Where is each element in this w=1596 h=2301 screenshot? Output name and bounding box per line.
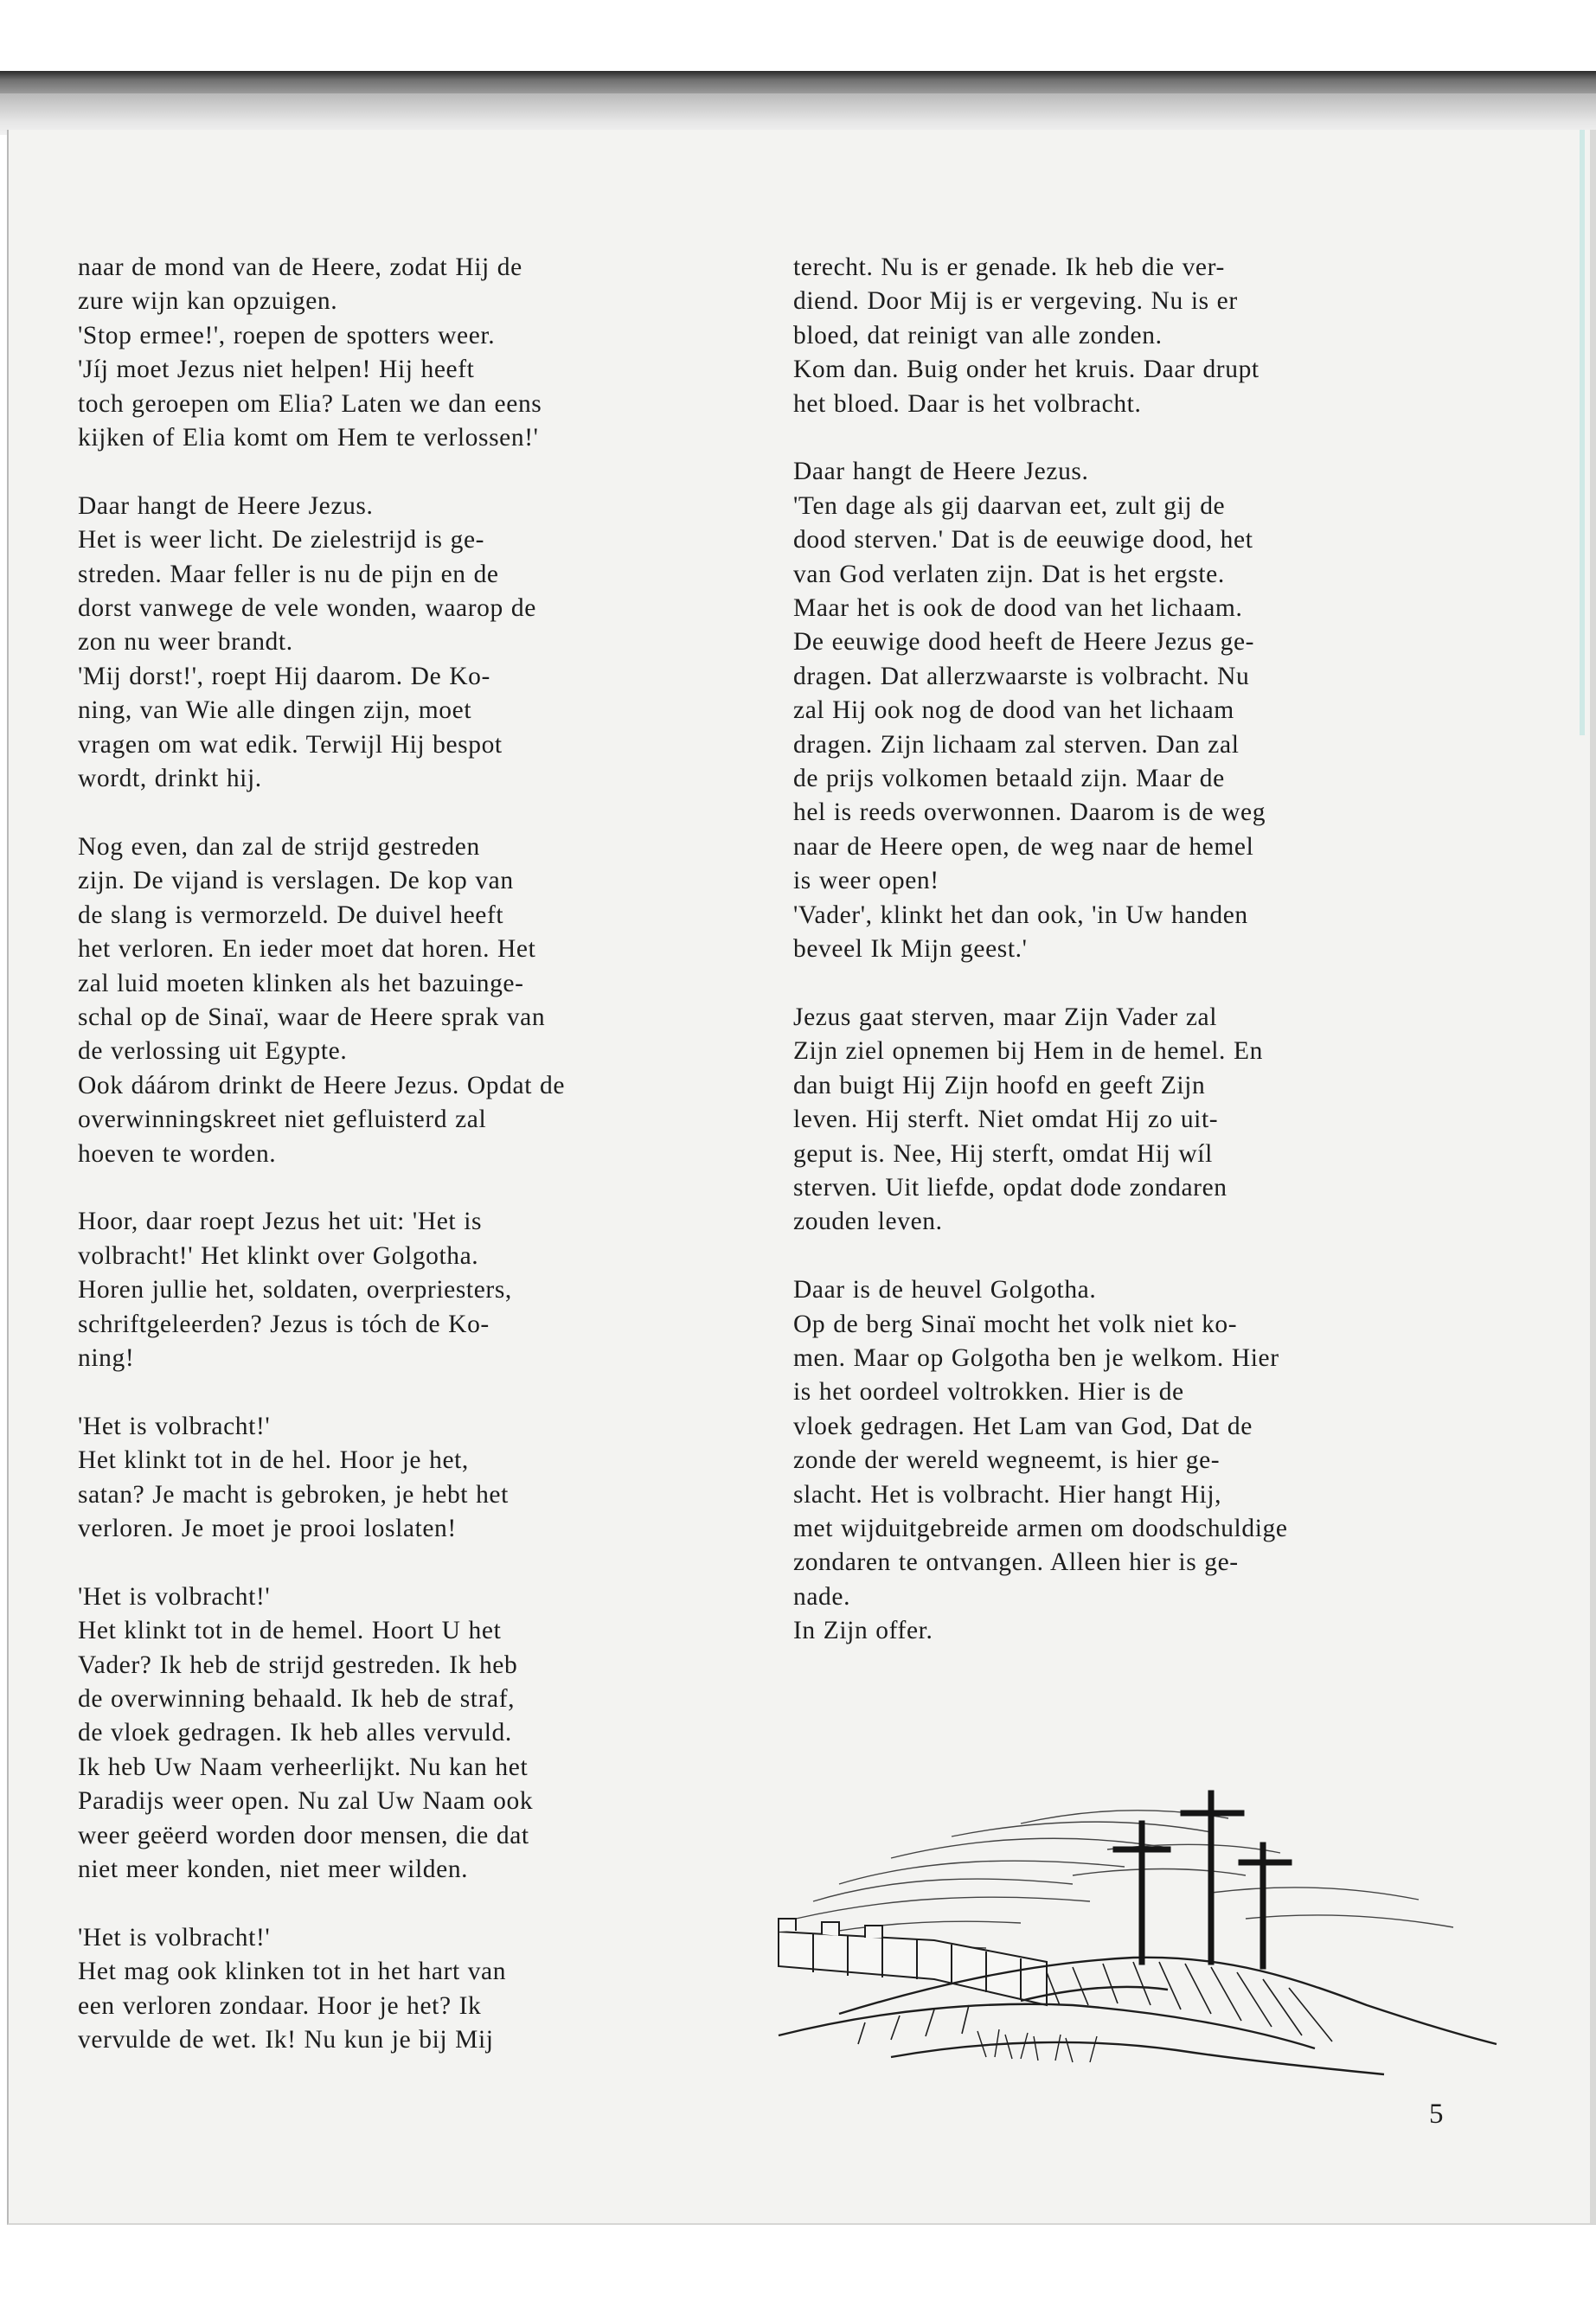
text-line: 'Jíj moet Jezus niet helpen! Hij heeft	[78, 356, 475, 384]
paragraph	[78, 1410, 709, 1547]
text-line: de verlossing uit Egypte.	[78, 1037, 348, 1066]
text-line: het bloed. Daar is het volbracht.	[793, 389, 1142, 418]
text-line: nade.	[793, 1582, 851, 1611]
text-line: leven. Hij sterft. Niet omdat Hij zo uit-	[793, 1106, 1219, 1134]
text-line: streden. Maar feller is nu de pijn en de	[78, 560, 499, 588]
text-line: Jezus gaat sterven, maar Zijn Vader zal	[793, 1003, 1218, 1031]
text-line: zondaren te ontvangen. Alleen hier is ge-	[793, 1548, 1239, 1577]
text-line: ning!	[78, 1343, 135, 1372]
text-line: naar de Heere open, de weg naar de hemel	[793, 832, 1254, 861]
text-line: zouden leven.	[793, 1208, 943, 1236]
text-line: Daar hangt de Heere Jezus.	[793, 458, 1089, 486]
paragraph	[78, 490, 709, 797]
text-line: zure wijn kan opzuigen.	[78, 287, 338, 316]
paragraph	[793, 1001, 1416, 1240]
text-line: verloren. Je moet je prooi loslaten!	[78, 1514, 457, 1542]
text-line: zon nu weer brandt.	[78, 628, 293, 657]
text-line: vloek gedragen. Het Lam van God, Dat de	[793, 1412, 1253, 1440]
scanner-edge-light	[0, 93, 1596, 135]
text-line: een verloren zondaar. Hoor je het? Ik	[78, 1991, 482, 2020]
text-line: dood sterven.' Dat is de eeuwige dood, het	[793, 526, 1253, 554]
text-line: Het is weer licht. De zielestrijd is ge-	[78, 526, 485, 554]
text-line: volbracht!' Het klinkt over Golgotha.	[78, 1241, 479, 1270]
text-line: Nog even, dan zal de strijd gestreden	[78, 832, 480, 861]
text-line: geput is. Nee, Hij sterft, omdat Hij wíl	[793, 1139, 1213, 1168]
text-line: Daar is de heuvel Golgotha.	[793, 1276, 1097, 1304]
text-line: 'Het is volbracht!'	[78, 1412, 271, 1440]
text-line: weer geëerd worden door mensen, die dat	[78, 1821, 529, 1849]
text-line: overwinningskreet niet gefluisterd zal	[78, 1106, 487, 1134]
text-line: de overwinning behaald. Ik heb de straf,	[78, 1684, 516, 1713]
text-line: 'Stop ermee!', roepen de spotters weer.	[78, 321, 496, 349]
text-line: slacht. Het is volbracht. Hier hangt Hij,	[793, 1480, 1222, 1509]
text-line: De eeuwige dood heeft de Heere Jezus ge-	[793, 628, 1255, 657]
text-line: men. Maar op Golgotha ben je welkom. Hier	[793, 1343, 1279, 1372]
text-line: Kom dan. Buig onder het kruis. Daar drupt	[793, 356, 1259, 384]
text-line: niet meer konden, niet meer wilden.	[78, 1856, 469, 1884]
text-line: zal luid moeten klinken als het bazuinge-	[78, 969, 524, 997]
text-line: Het klinkt tot in de hemel. Hoort U het	[78, 1617, 502, 1645]
text-line: vervulde de wet. Ik! Nu kun je bij Mij	[78, 2026, 494, 2054]
text-line: met wijduitgebreide armen om doodschuldige	[793, 1514, 1288, 1542]
left-text-column	[78, 251, 709, 2092]
scanner-edge-dark	[0, 71, 1596, 93]
paragraph	[78, 830, 709, 1171]
text-line: het verloren. En ieder moet dat horen. Het	[78, 935, 536, 964]
text-line: Ook dáárom drinkt de Heere Jezus. Opdat de	[78, 1071, 566, 1099]
text-line: de slang is vermorzeld. De duivel heeft	[78, 901, 504, 929]
text-line: Op de berg Sinaï mocht het volk niet ko-	[793, 1310, 1238, 1338]
text-line: 'Vader', klinkt het dan ook, 'in Uw handen	[793, 901, 1248, 929]
right-text-column	[793, 251, 1416, 1682]
text-line: bloed, dat reinigt van alle zonden.	[793, 321, 1163, 349]
text-line: satan? Je macht is gebroken, je hebt het	[78, 1480, 509, 1509]
paragraph	[78, 1580, 709, 1888]
paragraph	[78, 251, 709, 455]
text-line: dragen. Zijn lichaam zal sterven. Dan zal	[793, 730, 1240, 759]
text-line: zonde der wereld wegneemt, is hier ge-	[793, 1446, 1221, 1475]
text-line: schal op de Sinaï, waar de Heere sprak van	[78, 1003, 546, 1031]
text-line: vragen om wat edik. Terwijl Hij bespot	[78, 730, 503, 759]
text-line: ning, van Wie alle dingen zijn, moet	[78, 696, 472, 725]
text-line: dorst vanwege de vele wonden, waarop de	[78, 594, 536, 623]
text-line: Maar het is ook de dood van het lichaam.	[793, 594, 1243, 623]
text-line: de prijs volkomen betaald zijn. Maar de	[793, 765, 1225, 793]
text-line: Zijn ziel opnemen bij Hem in de hemel. En	[793, 1037, 1263, 1066]
three-crosses	[1116, 1793, 1289, 1966]
text-line: wordt, drinkt hij.	[78, 765, 262, 793]
text-line: 'Ten dage als gij daarvan eet, zult gij de	[793, 491, 1226, 520]
next-page-edge	[1580, 130, 1585, 735]
page-number: 5	[1429, 2099, 1444, 2130]
text-line: Hoor, daar roept Jezus het uit: 'Het is	[78, 1208, 483, 1236]
text-line: is het oordeel voltrokken. Hier is de	[793, 1378, 1184, 1407]
text-line: diend. Door Mij is er vergeving. Nu is er	[793, 287, 1238, 316]
text-line: dragen. Dat allerzwaarste is volbracht. Nu	[793, 662, 1250, 690]
text-line: toch geroepen om Elia? Laten we dan eens	[78, 389, 542, 418]
text-line: Het mag ook klinken tot in het hart van	[78, 1958, 507, 1986]
text-line: is weer open!	[793, 867, 939, 895]
text-line: dan buigt Hij Zijn hoofd en geeft Zijn	[793, 1071, 1206, 1099]
text-line: zal Hij ook nog de dood van het lichaam	[793, 696, 1234, 725]
text-line: Daar hangt de Heere Jezus.	[78, 491, 374, 520]
text-line: beveel Ik Mijn geest.'	[793, 935, 1028, 964]
text-line: Het klinkt tot in de hel. Hoor je het,	[78, 1446, 469, 1475]
text-line: In Zijn offer.	[793, 1617, 933, 1645]
text-line: kijken of Elia komt om Hem te verlossen!'	[78, 424, 539, 452]
text-line: Paradijs weer open. Nu zal Uw Naam ook	[78, 1787, 534, 1816]
paragraph	[78, 1205, 709, 1375]
golgotha-three-crosses-illustration	[761, 1746, 1505, 2083]
text-line: hel is reeds overwonnen. Daarom is de weg	[793, 798, 1266, 827]
text-line: Horen jullie het, soldaten, overpriesters,	[78, 1276, 512, 1304]
text-line: Vader? Ik heb de strijd gestreden. Ik heb	[78, 1650, 518, 1679]
paragraph	[78, 1921, 709, 2058]
text-line: hoeven te worden.	[78, 1139, 277, 1168]
text-line: naar de mond van de Heere, zodat Hij de	[78, 253, 522, 281]
paragraph	[793, 251, 1416, 421]
paragraph	[793, 1273, 1416, 1648]
text-line: sterven. Uit liefde, opdat dode zondaren	[793, 1173, 1227, 1202]
text-line: de vloek gedragen. Ik heb alles vervuld.	[78, 1719, 512, 1747]
text-line: van God verlaten zijn. Dat is het ergste.	[793, 560, 1225, 588]
text-line: 'Het is volbracht!'	[78, 1582, 271, 1611]
paragraph	[793, 455, 1416, 966]
text-line: zijn. De vijand is verslagen. De kop van	[78, 867, 514, 895]
foreground-grass	[977, 2029, 1097, 2062]
text-line: Ik heb Uw Naam verheerlijkt. Nu kan het	[78, 1753, 529, 1781]
text-line: 'Het is volbracht!'	[78, 1923, 271, 1952]
text-line: terecht. Nu is er genade. Ik heb die ver-	[793, 253, 1225, 281]
text-line: schriftgeleerden? Jezus is tóch de Ko-	[78, 1310, 490, 1338]
text-line: 'Mij dorst!', roept Hij daarom. De Ko-	[78, 662, 490, 690]
